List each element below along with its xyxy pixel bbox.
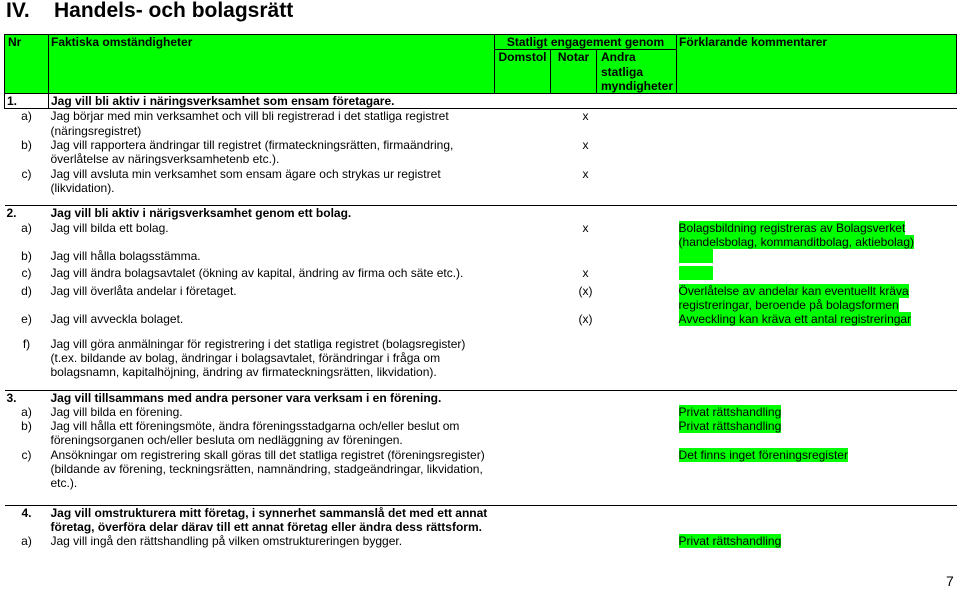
item-mark xyxy=(495,405,677,419)
group-number: 3. xyxy=(6,390,17,405)
item-text: Jag vill överlåta andelar i företaget. xyxy=(50,283,237,298)
table-row xyxy=(5,448,957,491)
item-text: Jag vill bilda ett bolag. xyxy=(50,220,169,235)
item-comment xyxy=(677,167,957,196)
section-heading: Handels- och bolagsrätt xyxy=(54,0,294,22)
table-row xyxy=(5,337,957,380)
item-mark xyxy=(495,448,677,491)
group-heading-row xyxy=(5,505,957,534)
table-row xyxy=(5,284,957,313)
highlight-marker xyxy=(679,249,713,263)
table-row xyxy=(5,534,957,548)
item-text: Ansökningar om registrering skall göras till det statliga registret (föreningsregister) (bildande av förening, teckningsrätten, namnändring, stadgeändringar, likvidation, etc.). xyxy=(50,447,485,491)
item-text: Jag vill hålla ett föreningsmöte, ändra föreningsstadgarna och/eller beslut om föreningsorganen och/eller besluta om nedläggning av föreningen. xyxy=(50,419,460,448)
item-comment xyxy=(677,337,957,380)
item-text: Jag börjar med min verksamhet och vill bli registrerad i det statliga registret (näringsregistret) xyxy=(50,109,449,138)
item-text: Jag vill avsluta min verksamhet som ensam ägare och strykas ur registret (likvidation). xyxy=(50,166,441,195)
table-row xyxy=(5,138,957,167)
item-mark xyxy=(495,337,677,380)
group-heading-row xyxy=(5,390,957,405)
item-mark xyxy=(495,249,677,266)
item-comment: Överlåtelse av andelar kan eventuellt kräva registreringar, beroende på bolagsformen xyxy=(678,283,909,313)
item-text: Jag vill avveckla bolaget. xyxy=(50,312,184,327)
section-number: IV. xyxy=(6,0,30,22)
item-mark xyxy=(495,419,677,448)
item-text: Jag vill göra anmälningar för registrering i det statliga registret (bolagsregister) (t.ex. bildande av bolag, ändringar i bolagsavtalet, förändringar i fråga om bolagsnamn, kapitalhöjning, ändring av firmateckningsrätten, likvidation). xyxy=(50,336,466,380)
header-andra: Andra statliga myndigheter xyxy=(597,50,677,94)
item-mark: x xyxy=(582,220,589,235)
item-comment xyxy=(677,138,957,167)
group-title: Jag vill bli aktiv i näringsverksamhet som ensam företagare. xyxy=(49,94,957,109)
table-row xyxy=(5,419,957,448)
page-number: 7 xyxy=(946,573,954,589)
item-letter: c) xyxy=(21,166,32,181)
group-number: 1. xyxy=(5,94,49,109)
item-text: Jag vill ändra bolagsavtalet (ökning av kapital, ändring av firma och säte etc.). xyxy=(50,266,464,281)
item-letter: b) xyxy=(21,419,32,434)
table-subheader-row xyxy=(5,50,957,94)
table-row xyxy=(5,249,957,266)
header-comments: Förklarande kommentarer xyxy=(677,35,957,50)
item-mark xyxy=(495,534,677,548)
item-comment: Privat rättshandling xyxy=(678,404,782,419)
item-mark: x xyxy=(582,166,589,181)
item-comment: Bolagsbildning registreras av Bolagsverket (handelsbolag, kommanditbolag, aktiebolag) xyxy=(678,220,915,249)
item-letter: c) xyxy=(21,266,32,281)
item-mark: (x) xyxy=(578,283,593,298)
section-title xyxy=(6,0,293,23)
item-letter: e) xyxy=(21,312,32,327)
item-comment: Privat rättshandling xyxy=(678,534,782,549)
group-heading-row xyxy=(5,206,957,221)
group-title: Jag vill bli aktiv i närigsverksamhet genom ett bolag. xyxy=(50,206,352,221)
item-text: Jag vill bilda en förening. xyxy=(50,404,183,419)
item-comment: Avveckling kan kräva ett antal registreringar xyxy=(678,312,912,327)
item-comment xyxy=(677,109,957,138)
group-heading-row xyxy=(5,94,957,109)
item-letter: c) xyxy=(21,447,32,462)
table-row xyxy=(5,405,957,419)
highlight-marker xyxy=(679,266,713,280)
table-row xyxy=(5,221,957,250)
item-text: Jag vill ingå den rättshandling på vilken omstruktureringen bygger. xyxy=(50,534,403,549)
item-mark: (x) xyxy=(578,312,593,327)
header-facts: Faktiska omständigheter xyxy=(49,35,495,50)
header-notar: Notar xyxy=(551,50,597,94)
header-nr: Nr xyxy=(5,35,49,50)
table-row xyxy=(5,109,957,138)
item-letter: f) xyxy=(22,336,31,351)
item-text: Jag vill hålla bolagsstämma. xyxy=(50,249,201,264)
header-state: Statligt engagement genom xyxy=(495,35,677,50)
item-letter: b) xyxy=(21,138,32,153)
item-mark: x xyxy=(582,266,589,281)
item-comment: Privat rättshandling xyxy=(678,419,782,434)
item-comment: Det finns inget föreningsregister xyxy=(678,447,848,462)
group-number: 4. xyxy=(21,505,32,520)
item-mark: x xyxy=(582,109,589,124)
header-domstol: Domstol xyxy=(495,50,551,94)
table-row xyxy=(5,266,957,283)
item-letter: a) xyxy=(21,404,32,419)
item-letter: b) xyxy=(21,249,32,264)
table-row xyxy=(5,167,957,196)
item-mark: x xyxy=(582,138,589,153)
facts-table xyxy=(4,34,957,549)
item-letter: d) xyxy=(21,283,32,298)
group-title: Jag vill tillsammans med andra personer vara verksam i en förening. xyxy=(50,390,442,405)
group-number: 2. xyxy=(6,206,17,221)
group-title: Jag vill omstrukturera mitt företag, i synnerhet sammanslå det med ett annat företag, överföra delar därav till ett annat företag eller ändra dess rättsform. xyxy=(50,505,488,534)
item-text: Jag vill rapportera ändringar till registret (firmateckningsrätten, firmaändring, överlåtelse av näringsverksamhetenb etc.). xyxy=(50,138,454,167)
item-letter: a) xyxy=(21,220,32,235)
item-letter: a) xyxy=(21,534,32,549)
table-header-row xyxy=(5,35,957,50)
table-row xyxy=(5,312,957,326)
item-letter: a) xyxy=(21,109,32,124)
